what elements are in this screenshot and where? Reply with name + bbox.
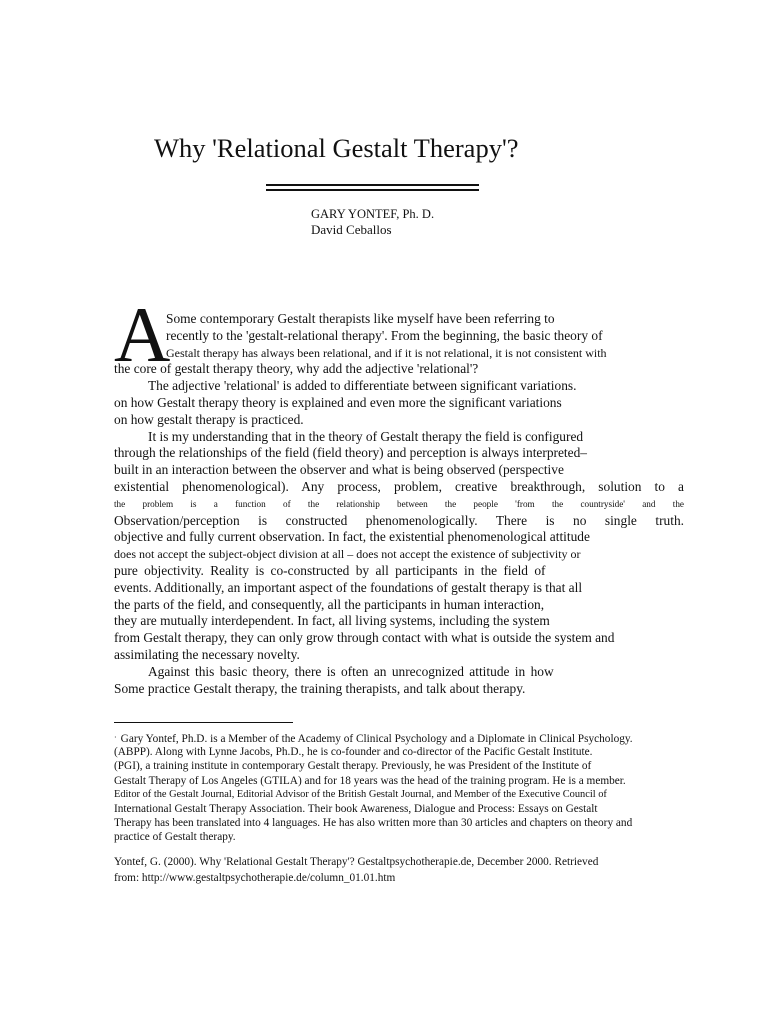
body-line: the problem is a function of the relationship between the people 'from the countryside' and the	[114, 498, 684, 509]
body-line: Gestalt therapy has always been relational, and if it is not relational, it is not consistent with	[166, 345, 607, 360]
footnote-line: Gary Yontef, Ph.D. is a Member of the Academy of Clinical Psychology and a Diplomate in Clinical Psychology.	[120, 733, 633, 745]
author-block	[311, 206, 434, 238]
body-line: on how Gestalt therapy theory is explained and even more the significant variations	[114, 394, 562, 410]
body-line: built in an interaction between the observer and what is being observed (perspective	[114, 462, 564, 478]
footnote-marker: ·	[114, 733, 117, 742]
body-line: pure objectivity. Reality is co-constructed by all participants in the field of	[114, 562, 546, 578]
body-line: recently to the 'gestalt-relational therapy'. From the beginning, the basic theory of	[166, 327, 603, 343]
body-line: Some contemporary Gestalt therapists like myself have been referring to	[166, 311, 555, 326]
body-line: they are mutually interdependent. In fact, all living systems, including the system	[114, 613, 550, 629]
author-name: GARY YONTEF, Ph. D.	[311, 207, 435, 221]
footnote-line: International Gestalt Therapy Association. Their book Awareness, Dialogue and Process: Essays on Gestalt	[114, 802, 598, 815]
footnote-line: Gestalt Therapy of Los Angeles (GTILA) and for 18 years was the head of the training program. He is a member.	[114, 774, 626, 787]
body-line: Some practice Gestalt therapy, the training therapists, and talk about therapy.	[114, 680, 526, 696]
body-line: It is my understanding that in the theory of Gestalt therapy the field is configured	[148, 428, 584, 444]
body-line: assimilating the necessary novelty.	[114, 646, 300, 662]
title-rule-top	[266, 184, 479, 186]
footnote-line: (ABPP). Along with Lynne Jacobs, Ph.D., he is co-founder and co-director of the Pacific Gestalt Institute.	[114, 746, 593, 759]
footnote-separator	[114, 722, 293, 723]
footnote-line: practice of Gestalt therapy.	[114, 831, 236, 844]
body-line: existential phenomenological). Any process, problem, creative breakthrough, solution to a	[114, 478, 684, 494]
body-line: Against this basic theory, there is often an unrecognized attitude in how	[148, 663, 554, 679]
article-body	[114, 311, 684, 697]
body-line: the core of gestalt therapy theory, why add the adjective 'relational'?	[114, 361, 479, 377]
drop-cap-letter: A	[114, 291, 171, 378]
body-line: on how gestalt therapy is practiced.	[114, 411, 304, 427]
body-line: The adjective 'relational' is added to differentiate between significant variations.	[148, 378, 577, 394]
body-line: does not accept the subject-object division at all – does not accept the existence of subjectivity or	[114, 547, 581, 562]
footnote-line: Editor of the Gestalt Journal, Editorial Advisor of the British Gestalt Journal, and Member of the Executive Council of	[114, 788, 607, 800]
reference-url: from: http://www.gestaltpsychotherapie.de/column_01.01.htm	[114, 871, 396, 884]
body-line: Observation/perception is constructed phenomenologically. There is no single truth.	[114, 512, 684, 528]
body-line: events. Additionally, an important aspect of the foundations of gestalt therapy is that all	[114, 579, 583, 595]
body-line: from Gestalt therapy, they can only grow through contact with what is outside the system and	[114, 630, 615, 646]
footnote	[114, 731, 674, 845]
reference-line: Yontef, G. (2000). Why 'Relational Gestalt Therapy'? Gestaltpsychotherapie.de, December 2000. Retrieved	[114, 856, 599, 868]
title-rule-bottom	[266, 189, 479, 191]
body-line: the parts of the field, and consequently, all the participants in human interaction,	[114, 596, 545, 612]
translator-name: David Ceballos	[311, 222, 392, 237]
body-line: through the relationships of the field (field theory) and perception is always interpreted–	[114, 445, 587, 461]
footnote-line: Therapy has been translated into 4 languages. He has also written more than 30 articles and chapters on theory and	[114, 817, 633, 830]
footnote-line: (PGI), a training institute in contemporary Gestalt therapy. Previously, he was President of the Institute of	[114, 760, 592, 773]
document-title: Why 'Relational Gestalt Therapy'?	[154, 133, 519, 163]
reference-citation	[114, 855, 674, 886]
body-line: objective and fully current observation. In fact, the existential phenomenological attitude	[114, 529, 590, 545]
